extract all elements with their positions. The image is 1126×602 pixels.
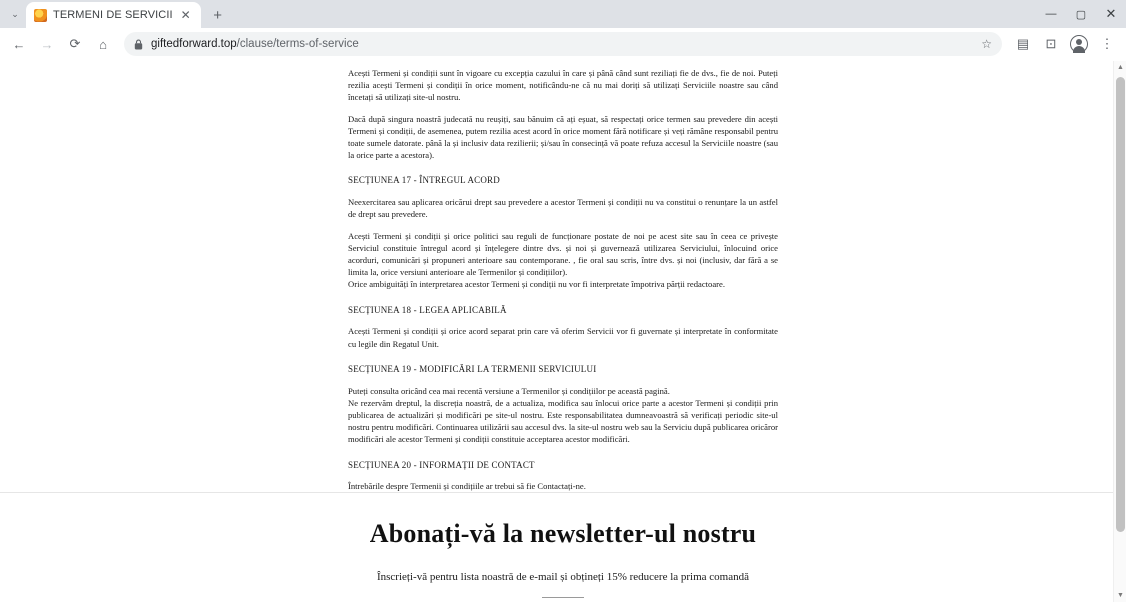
terms-paragraph: Acești Termeni și condiții sunt în vigoare cu excepția cazului în care și până când sunt reziliați fie de dvs., fie de noi. Puteți rezilia acești Termeni și condiții în orice moment, notificându-ne că nu mai doriți să utilizați Serviciile noastre sau când încetați să utilizați site-ul nostru. xyxy=(348,68,778,103)
newsletter-subtitle: Înscrieți-vă pentru lista noastră de e-mail și obțineți 15% reducere la prima comandă xyxy=(376,571,750,583)
home-icon[interactable]: ⌂ xyxy=(99,36,107,52)
browser-menu-icon[interactable]: ⋮ xyxy=(1100,36,1114,51)
newsletter-title: Abonați-vă la newsletter-ul nostru xyxy=(369,519,757,548)
tab-title: TERMENI DE SERVICII xyxy=(53,9,173,21)
divider xyxy=(542,597,584,598)
terms-paragraph: Puteți consulta oricând cea mai recentă versiune a Termenilor și condițiilor pe această pagină. xyxy=(348,385,670,396)
terms-paragraph: Acești Termeni și condiții și orice acord separat prin care vă oferim Servicii vor fi guvernate și interpretate în conformitate cu legile din Regatul Unit. xyxy=(348,326,778,349)
terms-paragraph: Acești Termeni și condiții și orice politici sau reguli de funcționare postate de noi pe acest site sau în ceea ce privește Serviciul constituie întregul acord și înțelegere dintre dvs. și noi și guvernează utilizarea Serviciului, înlocuind orice acorduri, comunicări și propuneri anterioare sau contemporane. , fie oral sau scris, între dvs. și noi (inclusiv, dar fără a se limita la, orice versiuni anterioare ale Termenilor și condițiilor). xyxy=(348,230,778,278)
section-heading: SECȚIUNEA 18 - LEGEA APLICABILĂ xyxy=(348,304,507,315)
tab-strip xyxy=(0,0,1126,28)
browser-toolbar xyxy=(0,28,1126,61)
page-scrollbar[interactable] xyxy=(1113,61,1126,602)
terms-paragraph: Dacă după singura noastră judecată nu reușiți, sau bănuim că ați eșuat, să respectați orice termen sau prevedere din acești Termeni și condiții, de asemenea, putem rezilia acest acord în orice moment fără notificare și veți rămâne responsabil pentru toate sumele datorate. până la și inclusiv data rezilierii; și/sau în consecință vă poate refuza accesul la Serviciile noastre (sau la orice parte a acestora). xyxy=(348,113,778,161)
terms-paragraph: Orice ambiguități în interpretarea acestor Termeni și condiții nu vor fi interpretate împotriva părții redactoare. xyxy=(348,279,725,290)
page-viewport xyxy=(0,61,1126,602)
newsletter-section xyxy=(0,492,1126,602)
close-icon[interactable]: ✕ xyxy=(180,8,191,22)
avatar xyxy=(1070,35,1088,53)
gift-favicon-icon xyxy=(34,9,47,22)
section-heading: SECȚIUNEA 19 - MODIFICĂRI LA TERMENII SERVICIULUI xyxy=(348,363,597,374)
scroll-down-arrow-icon[interactable]: ▼ xyxy=(1117,592,1124,599)
omnibox-actions xyxy=(981,37,992,51)
url-path: /clause/terms-of-service xyxy=(236,38,359,50)
toolbar-right-actions xyxy=(1010,31,1120,57)
cast-icon[interactable]: ⊡ xyxy=(1045,36,1057,51)
scroll-up-arrow-icon[interactable]: ▲ xyxy=(1117,64,1124,71)
minimize-button[interactable]: — xyxy=(1045,8,1057,20)
url-text xyxy=(151,38,359,50)
url-domain: giftedforward.top xyxy=(151,38,237,50)
section-heading: SECȚIUNEA 17 - ÎNTREGUL ACORD xyxy=(348,175,500,186)
scrollbar-thumb[interactable] xyxy=(1116,77,1125,532)
terms-paragraph: Ne rezervăm dreptul, la discreția noastră, de a actualiza, modifica sau înlocui orice parte a acestor Termeni și condiții prin publicarea de actualizări și modificări pe site-ul nostru. Este responsabilitatea dumneavoastră să verificați periodic site-ul nostru pentru modificări. Continuarea utilizării sau accesul dvs. la site-ul nostru web sau la Serviciu după publicarea oricăror modificări ale acestor Termeni și condiții constituie acceptarea acestor modificări. xyxy=(348,397,778,445)
lock-icon xyxy=(134,39,143,50)
terms-of-service-page xyxy=(0,61,1126,602)
reload-icon[interactable]: ⟳ xyxy=(69,36,81,51)
terms-paragraph: Neexercitarea sau aplicarea oricărui drept sau prevedere a acestor Termeni și condiții nu va constitui o renunțare la un astfel de drept sau prevedere. xyxy=(348,197,778,220)
tab-search-chevron-down-icon[interactable]: ⌄ xyxy=(11,8,19,19)
close-window-button[interactable]: ✕ xyxy=(1105,6,1117,21)
bookmark-star-icon[interactable]: ☆ xyxy=(981,37,992,51)
profile-avatar[interactable] xyxy=(1066,31,1092,57)
address-bar[interactable] xyxy=(124,32,1002,56)
side-panel-icon[interactable]: ▤ xyxy=(1016,36,1030,51)
back-icon[interactable]: ← xyxy=(12,36,26,52)
window-controls xyxy=(1036,0,1126,28)
new-tab-button[interactable]: + xyxy=(213,6,223,24)
maximize-button[interactable]: ▢ xyxy=(1075,8,1087,21)
section-heading: SECȚIUNEA 20 - INFORMAȚII DE CONTACT xyxy=(348,459,535,470)
terms-paragraph: Întrebările despre Termenii și condițiile ar trebui să fie Contactați-ne. xyxy=(348,481,586,492)
browser-tab[interactable] xyxy=(26,2,201,28)
forward-icon[interactable]: → xyxy=(40,36,54,52)
terms-content xyxy=(0,61,1126,493)
